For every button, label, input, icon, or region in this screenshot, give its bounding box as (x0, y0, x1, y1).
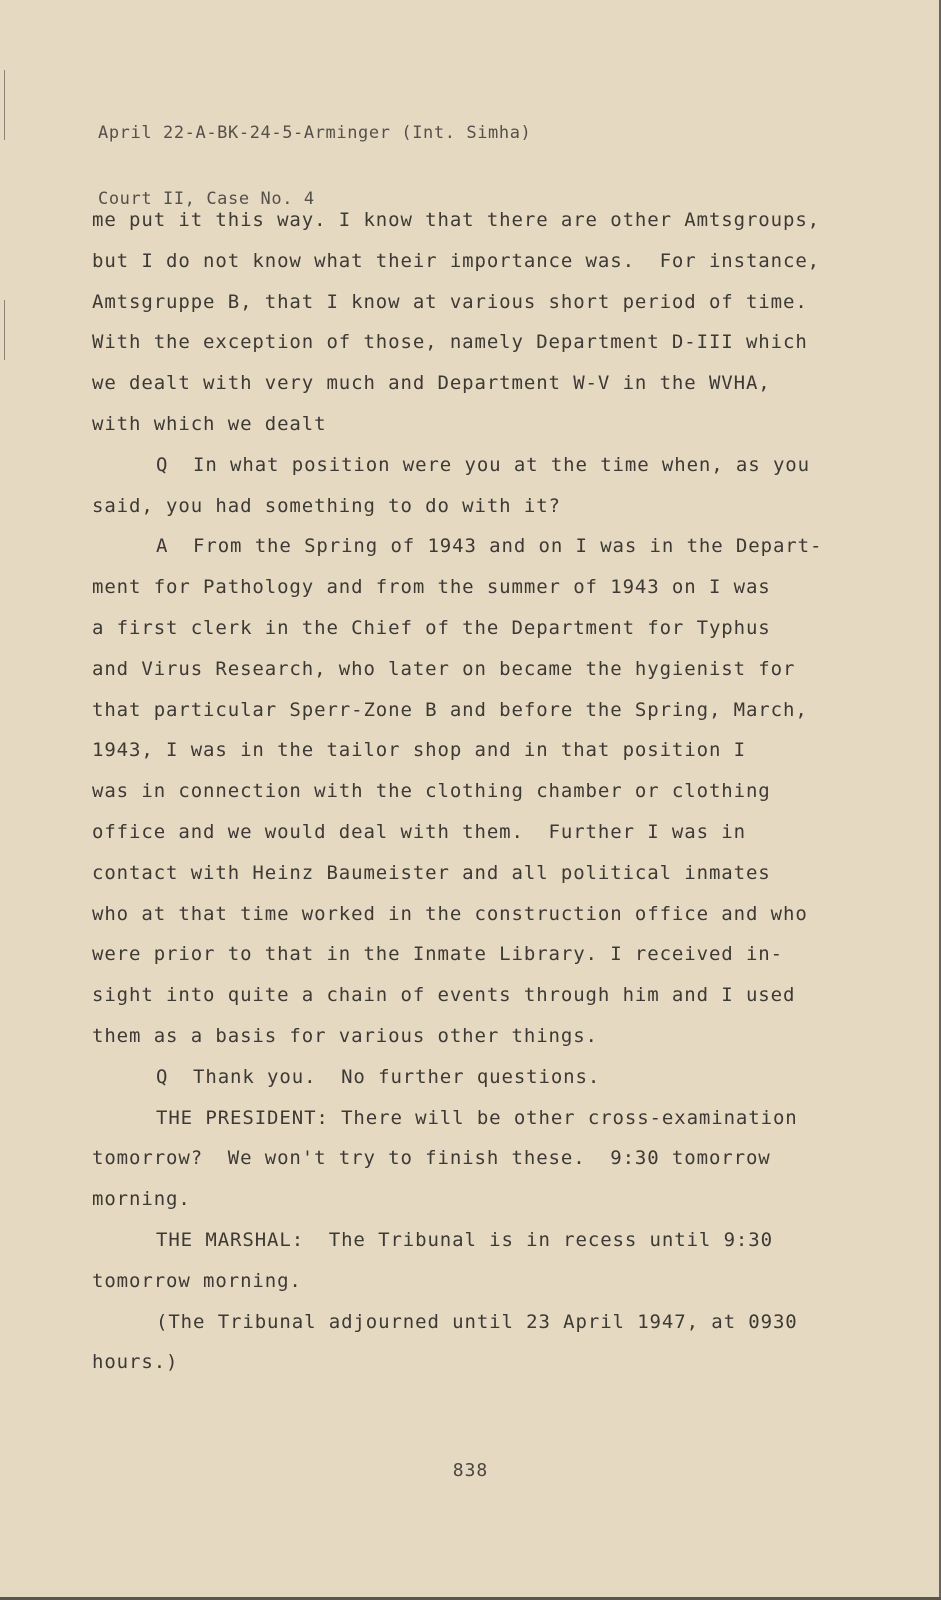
text-line: office and we would deal with them. Further I was in (92, 820, 746, 843)
text-line: contact with Heinz Baumeister and all political inmates (92, 861, 771, 884)
adjournment-line: (The Tribunal adjourned until 23 April 1947, at 0930 (156, 1310, 798, 1333)
header-line-2: Court II, Case No. 4 (98, 189, 315, 209)
text-line: who at that time worked in the construction office and who (92, 902, 808, 925)
text-line: With the exception of those, namely Department D-III which (92, 331, 808, 354)
text-line: hours.) (92, 1351, 179, 1374)
speaker-line: THE PRESIDENT: There will be other cross-examination (156, 1106, 798, 1129)
text-line: Amtsgruppe B, that I know at various short period of time. (92, 290, 808, 313)
binding-mark (4, 70, 5, 140)
text-line: was in connection with the clothing chamber or clothing (92, 780, 771, 803)
text-line: said, you had something to do with it? (92, 494, 561, 517)
answer-line: A From the Spring of 1943 and on I was in the Depart- (156, 535, 823, 558)
text-line: them as a basis for various other things. (92, 1024, 598, 1047)
text-line: me put it this way. I know that there are other Amtsgroups, (92, 209, 820, 231)
text-line: but I do not know what their importance was. For instance, (92, 249, 820, 272)
text-line: tomorrow morning. (92, 1269, 302, 1292)
text-line: sight into quite a chain of events through him and I used (92, 984, 796, 1007)
speaker-line: THE MARSHAL: The Tribunal is in recess until 9:30 (156, 1228, 773, 1251)
question-line: Q Thank you. No further questions. (156, 1065, 601, 1088)
text-line: and Virus Research, who later on became the hygienist for (92, 657, 796, 680)
transcript-body (92, 200, 822, 1383)
text-line: 1943, I was in the tailor shop and in that position I (92, 739, 746, 762)
text-line: a first clerk in the Chief of the Department for Typhus (92, 616, 771, 639)
header-line-1: April 22-A-BK-24-5-Arminger (Int. Simha) (98, 123, 532, 143)
binding-mark (4, 300, 5, 360)
text-line: with which we dealt (92, 412, 327, 435)
text-line: were prior to that in the Inmate Library. I received in- (92, 943, 783, 966)
page-number: 838 (452, 1460, 489, 1481)
question-line: Q In what position were you at the time when, as you (156, 453, 810, 476)
text-line: tomorrow? We won't try to finish these. 9:30 tomorrow (92, 1147, 771, 1170)
text-line: we dealt with very much and Department W-V in the WVHA, (92, 372, 771, 395)
text-line: morning. (92, 1188, 191, 1211)
text-line: ment for Pathology and from the summer of 1943 on I was (92, 576, 771, 599)
text-line: that particular Sperr-Zone B and before the Spring, March, (92, 698, 808, 721)
